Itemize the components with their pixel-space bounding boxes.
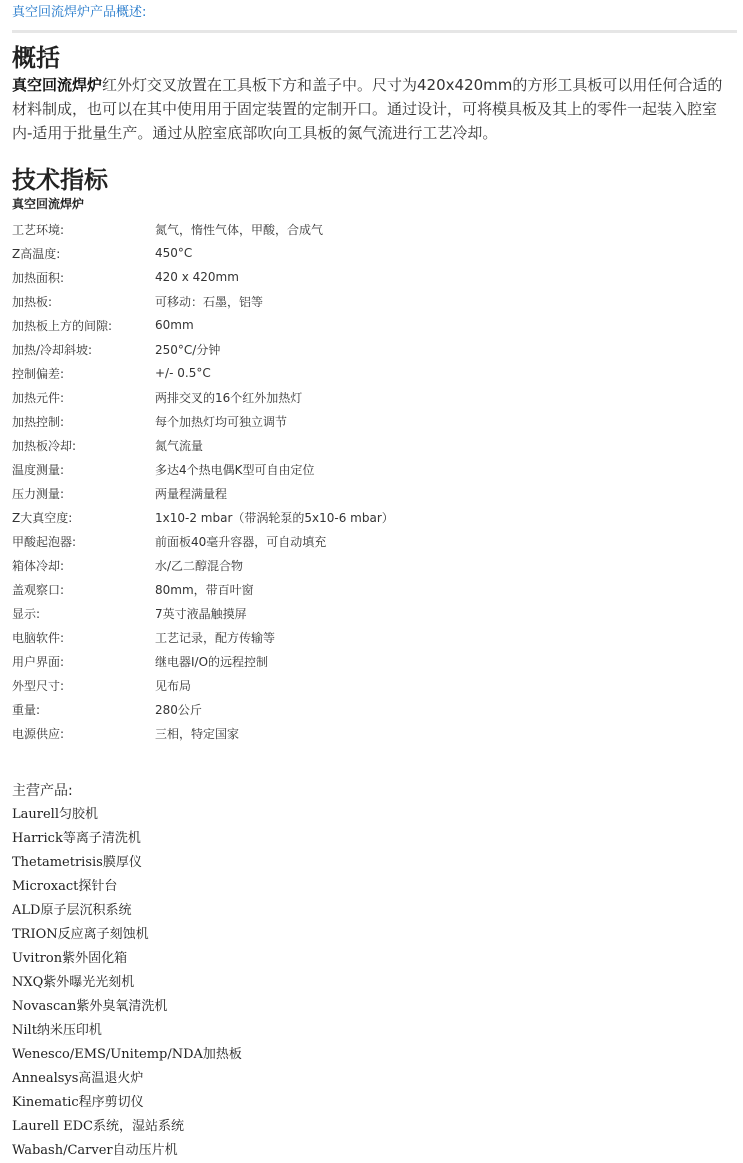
spec-label: 甲酸起泡器: — [12, 534, 77, 549]
spec-label: 盖观察口: — [12, 582, 65, 597]
spec-value: 420 x 420mm — [155, 270, 239, 284]
product-item: Wenesco/EMS/Unitemp/NDA加热板 — [12, 1047, 242, 1062]
spec-label: 加热板: — [12, 294, 53, 309]
spec-value: 三相，特定国家 — [155, 726, 240, 741]
specs-table — [12, 217, 394, 745]
spec-label: 电源供应: — [12, 726, 65, 741]
overview-product-name: 真空回流焊炉 — [12, 76, 103, 94]
spec-row — [12, 481, 394, 505]
spec-row — [12, 361, 394, 385]
spec-row — [12, 505, 394, 529]
spec-row — [12, 313, 394, 337]
spec-value: 每个加热灯均可独立调节 — [155, 414, 288, 429]
spec-value: 250°C/分钟 — [155, 342, 221, 357]
spec-value: +/- 0.5°C — [155, 366, 211, 380]
spec-label: 工艺环境: — [12, 222, 65, 237]
spec-value: 80mm，带百叶窗 — [155, 582, 254, 597]
spec-label: 温度测量: — [12, 462, 65, 477]
specs-subtitle: 真空回流焊炉 — [12, 197, 85, 211]
spec-label: Z高温度: — [12, 246, 61, 261]
spec-value: 继电器I/O的远程控制 — [155, 654, 269, 669]
product-item: Wabash/Carver自动压片机 — [12, 1143, 178, 1158]
product-item: Laurell匀胶机 — [12, 807, 98, 822]
spec-row — [12, 649, 394, 673]
spec-value: 两量程满量程 — [155, 486, 228, 501]
overview-heading: 概括 — [12, 44, 60, 72]
spec-value: 可移动：石墨，铝等 — [155, 294, 264, 309]
product-item: TRION反应离子刻蚀机 — [12, 927, 149, 942]
product-item: Laurell EDC系统，湿站系统 — [12, 1119, 184, 1134]
spec-label: 电脑软件: — [12, 630, 65, 645]
product-item: Nilt纳米压印机 — [12, 1023, 102, 1038]
spec-value: 两排交叉的16个红外加热灯 — [155, 390, 303, 405]
spec-label: 外型尺寸: — [12, 678, 65, 693]
spec-row — [12, 529, 394, 553]
spec-row — [12, 577, 394, 601]
spec-label: 加热控制: — [12, 414, 65, 429]
spec-label: 加热元件: — [12, 390, 65, 405]
spec-label: 重量: — [12, 702, 41, 717]
spec-value: 氮气流量 — [155, 438, 204, 453]
spec-value: 氮气，惰性气体，甲酸，合成气 — [155, 222, 324, 237]
spec-label: 加热面积: — [12, 270, 65, 285]
specs-heading: 技术指标 — [12, 166, 108, 194]
spec-row — [12, 721, 394, 745]
spec-value: 280公斤 — [155, 702, 202, 717]
spec-row — [12, 337, 394, 361]
spec-value: 见布局 — [155, 678, 192, 693]
spec-row — [12, 217, 394, 241]
product-item: Microxact探针台 — [12, 879, 118, 894]
overview-text: 红外灯交叉放置在工具板下方和盖子中。尺寸为420x420mm的方形工具板可以用任何合适的材料制成，也可以在其中使用用于固定装置的定制开口。通过设计，可将模具板及其上的零件一起装入腔室内-适用于批量生产。通过从腔室底部吹向工具板的氮气流进行工艺冷却。 — [12, 76, 723, 142]
spec-label: 显示: — [12, 606, 41, 621]
product-overview-link[interactable]: 真空回流焊炉产品概述: — [12, 5, 147, 20]
spec-label: Z大真空度: — [12, 510, 73, 525]
spec-row — [12, 697, 394, 721]
spec-row — [12, 553, 394, 577]
overview-paragraph — [12, 73, 743, 145]
spec-row — [12, 289, 394, 313]
spec-value: 工艺记录，配方传输等 — [155, 630, 276, 645]
spec-row — [12, 601, 394, 625]
spec-value: 1x10-2 mbar（带涡轮泵的5x10-6 mbar） — [155, 510, 394, 525]
product-item: Thetametrisis膜厚仪 — [12, 855, 142, 870]
product-item: Kinematic程序剪切仪 — [12, 1095, 144, 1110]
spec-label: 加热/冷却斜坡: — [12, 342, 93, 357]
spec-label: 加热板冷却: — [12, 438, 77, 453]
spec-row — [12, 457, 394, 481]
spec-value: 60mm — [155, 318, 194, 332]
spec-row — [12, 625, 394, 649]
products-title: 主营产品: — [12, 783, 73, 799]
spec-value: 水/乙二醇混合物 — [155, 558, 244, 573]
spec-row — [12, 385, 394, 409]
spec-row — [12, 673, 394, 697]
spec-value: 前面板40毫升容器，可自动填充 — [155, 534, 327, 549]
spec-label: 压力测量: — [12, 486, 65, 501]
product-item: Annealsys高温退火炉 — [12, 1071, 144, 1086]
product-list — [12, 803, 743, 1163]
header-divider — [12, 30, 737, 33]
spec-row — [12, 409, 394, 433]
spec-row — [12, 433, 394, 457]
spec-label: 箱体冷却: — [12, 558, 65, 573]
product-item: Uvitron紫外固化箱 — [12, 951, 128, 966]
spec-label: 控制偏差: — [12, 366, 65, 381]
spec-row — [12, 265, 394, 289]
spec-label: 加热板上方的间隙: — [12, 318, 113, 333]
product-item: ALD原子层沉积系统 — [12, 903, 132, 918]
spec-value: 450°C — [155, 246, 193, 260]
product-item: Novascan紫外臭氧清洗机 — [12, 999, 168, 1014]
product-item: Harrick等离子清洗机 — [12, 831, 141, 846]
product-item: NXQ紫外曝光光刻机 — [12, 975, 135, 990]
spec-label: 用户界面: — [12, 654, 65, 669]
spec-value: 多达4个热电偶K型可自由定位 — [155, 462, 315, 477]
spec-value: 7英寸液晶触摸屏 — [155, 606, 247, 621]
spec-row — [12, 241, 394, 265]
